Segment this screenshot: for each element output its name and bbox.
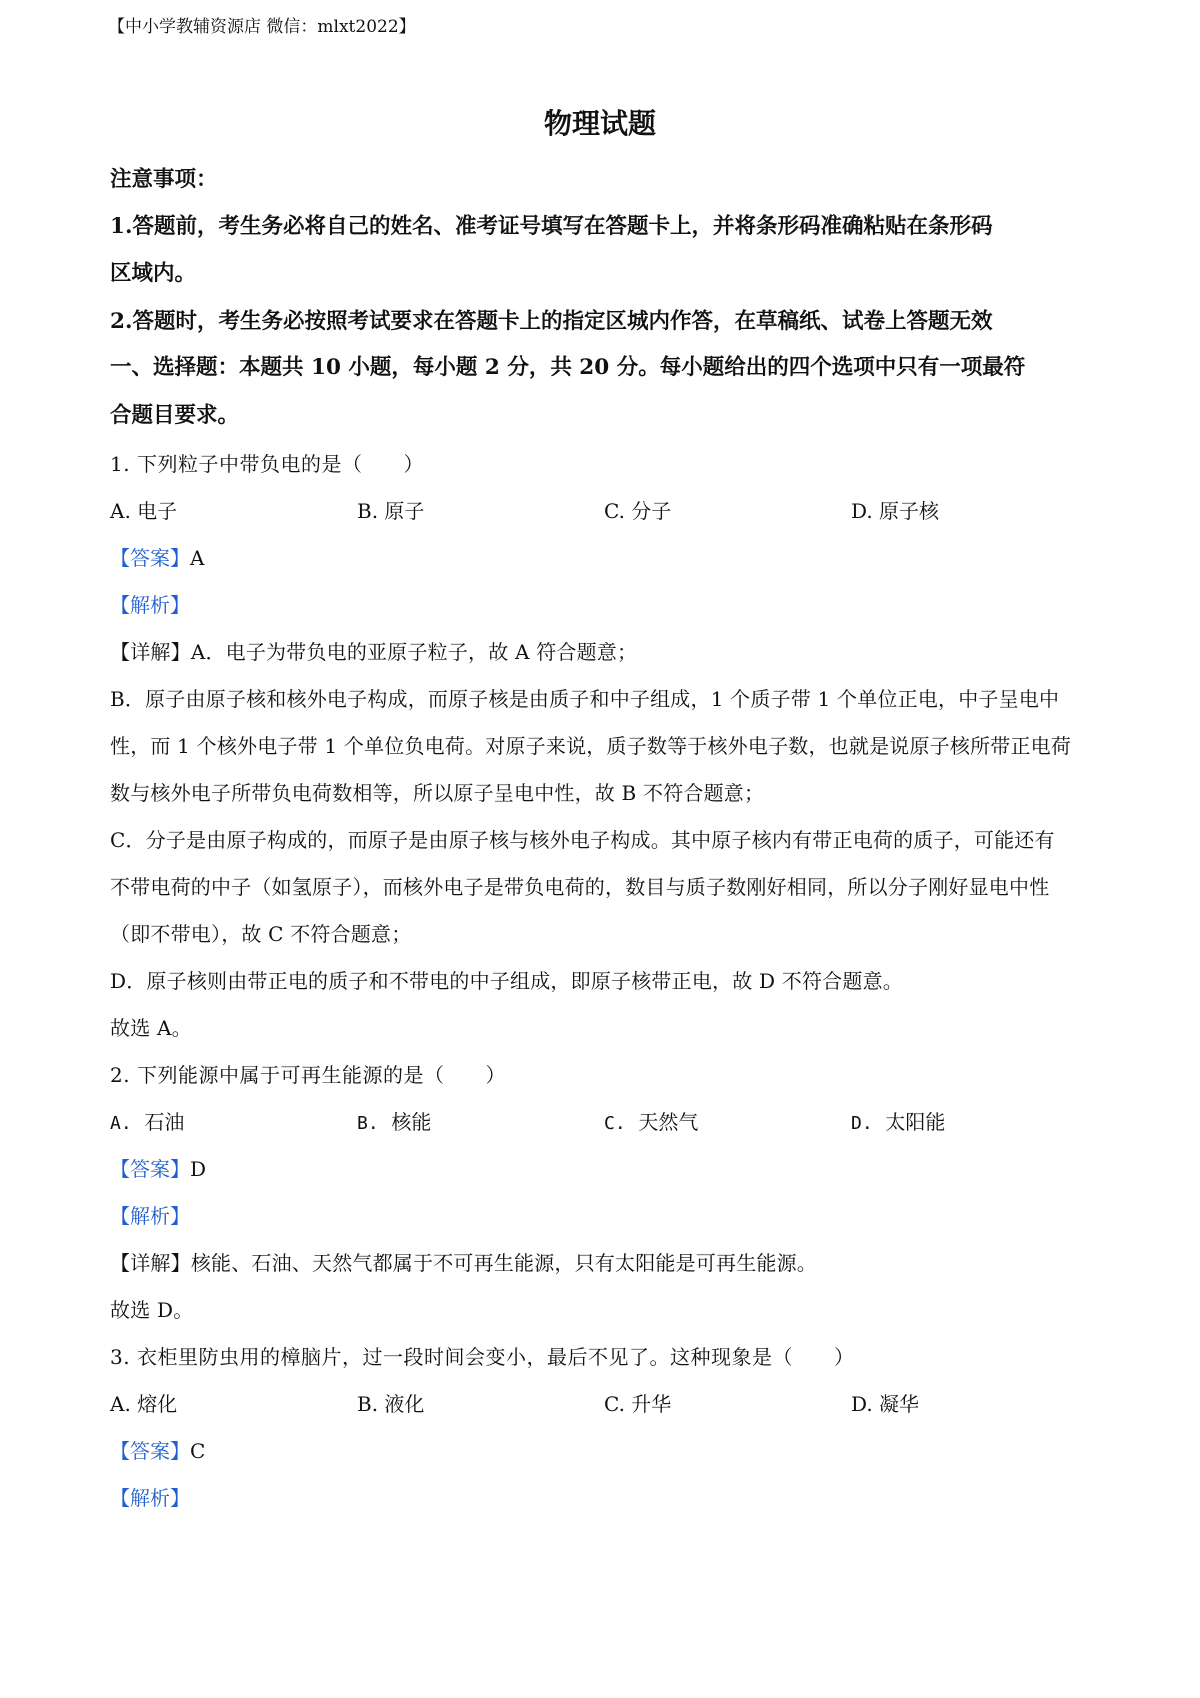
q3-analysis	[110, 1483, 1110, 1513]
analysis-label: 【解析】	[110, 593, 190, 617]
q1-analysis	[110, 590, 1110, 620]
notice-heading: 注意事项：	[110, 167, 218, 192]
notice-item1-line2: 区域内。	[110, 261, 197, 286]
q1-detail	[110, 637, 1110, 667]
q2-option-b-text: 核能	[391, 1110, 432, 1134]
q2-option-d-text: 太阳能	[885, 1110, 946, 1134]
q2-option-c-text: 天然气	[638, 1110, 699, 1134]
answer-label: 【答案】	[110, 546, 190, 570]
q3-option-b: B. 液化	[357, 1392, 425, 1416]
q1-detail-line: （即不带电），故 C 不符合题意；	[110, 922, 412, 946]
q1-option-c: C. 分子	[604, 499, 672, 523]
analysis-label: 【解析】	[110, 1204, 190, 1228]
q2-option-a	[110, 1107, 184, 1139]
q2-answer-value: D	[190, 1157, 207, 1181]
detail-label: 【详解】	[110, 640, 191, 664]
q3-option-c: C. 升华	[604, 1392, 672, 1416]
q1-detail-line: C．分子是由原子构成的，而原子是由原子核与核外电子构成。其中原子核内有带正电荷的质子，可能还有	[110, 828, 1055, 852]
q1-detail-line: D．原子核则由带正电的质子和不带电的中子组成，即原子核带正电，故 D 不符合题意。	[110, 969, 903, 993]
q3-answer-value: C	[190, 1439, 206, 1463]
q2-option-b	[357, 1107, 431, 1139]
q1-answer	[110, 543, 1110, 573]
q2-option-d-letter: D.	[851, 1113, 873, 1134]
answer-label: 【答案】	[110, 1439, 190, 1463]
q1-option-b: B. 原子	[357, 499, 425, 523]
analysis-label: 【解析】	[110, 1486, 190, 1510]
answer-label: 【答案】	[110, 1157, 190, 1181]
q3-stem: 3. 衣柜里防虫用的樟脑片，过一段时间会变小，最后不见了。这种现象是（ ）	[110, 1345, 855, 1369]
q2-option-d	[851, 1107, 945, 1139]
q2-answer	[110, 1154, 1110, 1184]
q1-detail-line: 数与核外电子所带负电荷数相等，所以原子呈电中性，故 B 不符合题意；	[110, 781, 765, 805]
q1-option-a: A. 电子	[110, 499, 178, 523]
q1-detail-line: 不带电荷的中子（如氢原子），而核外电子是带负电荷的，数目与质子数刚好相同，所以分子刚好显电中性	[110, 875, 1050, 899]
q2-stem: 2. 下列能源中属于可再生能源的是（ ）	[110, 1063, 506, 1087]
detail-label: 【详解】	[110, 1251, 191, 1275]
header-note: 【中小学教辅资源店 微信：mlxt2022】	[108, 17, 416, 37]
notice-item2-line1: 2.答题时，考生务必按照考试要求在答题卡上的指定区城内作答，在草稿纸、试卷上答题无效	[110, 309, 993, 334]
q3-answer	[110, 1436, 1110, 1466]
q3-option-d: D. 凝华	[851, 1392, 920, 1416]
q2-option-a-text: 石油	[144, 1110, 185, 1134]
page-title: 物理试题	[543, 107, 656, 140]
section1-line2: 合题目要求。	[110, 403, 240, 428]
q2-detail-text: 核能、石油、天然气都属于不可再生能源，只有太阳能是可再生能源。	[190, 1251, 818, 1275]
q2-conclusion: 故选 D。	[110, 1298, 194, 1322]
section1-line1: 一、选择题：本题共 10 小题，每小题 2 分，共 20 分。每小题给出的四个选项中只有一项最符	[110, 355, 1026, 380]
q1-detail-line: B．原子由原子核和核外电子构成，而原子核是由质子和中子组成，1 个质子带 1 个单位正电，中子呈电中	[110, 687, 1060, 711]
q1-option-d: D. 原子核	[851, 499, 940, 523]
q1-detail-first: A．电子为带负电的亚原子粒子，故 A 符合题意；	[190, 640, 638, 664]
q3-option-a: A. 熔化	[110, 1392, 178, 1416]
q2-detail	[110, 1248, 1110, 1278]
q2-option-a-letter: A.	[110, 1113, 132, 1134]
notice-item1-line1: 1.答题前，考生务必将自己的姓名、准考证号填写在答题卡上，并将条形码准确粘贴在条形码	[110, 214, 993, 239]
q2-option-c-letter: C.	[604, 1113, 626, 1134]
q1-stem: 1. 下列粒子中带负电的是（ ）	[110, 452, 424, 476]
q1-detail-line: 性，而 1 个核外电子带 1 个单位负电荷。对原子来说，质子数等于核外电子数，也就是说原子核所带正电荷	[110, 734, 1072, 758]
q2-option-c	[604, 1107, 698, 1139]
q1-conclusion: 故选 A。	[110, 1016, 192, 1040]
q2-option-b-letter: B.	[357, 1113, 379, 1134]
q1-answer-value: A	[190, 546, 205, 570]
q2-analysis	[110, 1201, 1110, 1231]
